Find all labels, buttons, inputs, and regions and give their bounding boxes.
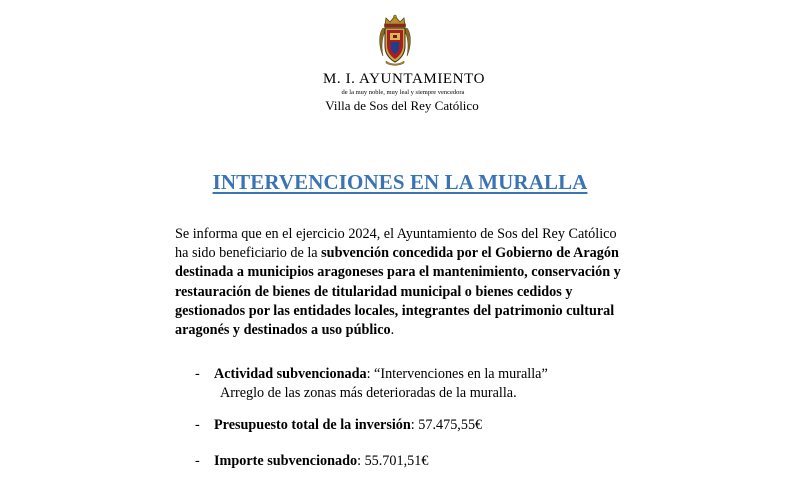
- municipality-title: M. I. AYUNTAMIENTO: [322, 71, 486, 87]
- subsidy-label: Importe subvencionado: [214, 453, 358, 469]
- intro-text-bold: subvención concedida por el Gobierno de Aragón destinada a municipios aragoneses para el mantenimiento, conservación y restauración de bienes de titularidad municipal o bienes cedidos y gestionados por las entidades locales, integrantes del patrimonio cultural aragonés y destinados a uso público: [175, 245, 621, 339]
- intro-text-start: Se informa que en el ejercicio 2024, el Ayuntamiento de Sos del Rey Católico ha sido beneficiario de la: [175, 226, 617, 262]
- coat-of-arms-icon: [377, 14, 413, 66]
- list-item-body: [214, 416, 482, 435]
- villa-name: Villa de Sos del Rey Católico: [325, 98, 479, 113]
- document-title: INTERVENCIONES EN LA MURALLA: [212, 170, 588, 194]
- list-bullet: -: [195, 453, 200, 469]
- budget-value: : 57.475,55€: [410, 417, 483, 433]
- subsidy-value: : 55.701,51€: [357, 453, 429, 469]
- list-item-body: [214, 452, 428, 471]
- activity-label: Actividad subvencionada: [214, 366, 367, 382]
- budget-label: Presupuesto total de la inversión: [214, 417, 411, 433]
- municipality-motto: de la muy noble, muy leal y siempre vencedora: [341, 89, 465, 96]
- activity-description: Arreglo de las zonas más deterioradas de la muralla.: [220, 385, 517, 401]
- intro-paragraph: [175, 225, 625, 340]
- activity-value: : “Intervenciones en la muralla”: [366, 366, 548, 382]
- list-item-body: [214, 365, 548, 403]
- intro-text-end: .: [390, 322, 395, 339]
- list-bullet: -: [195, 417, 200, 433]
- list-bullet: -: [195, 366, 200, 382]
